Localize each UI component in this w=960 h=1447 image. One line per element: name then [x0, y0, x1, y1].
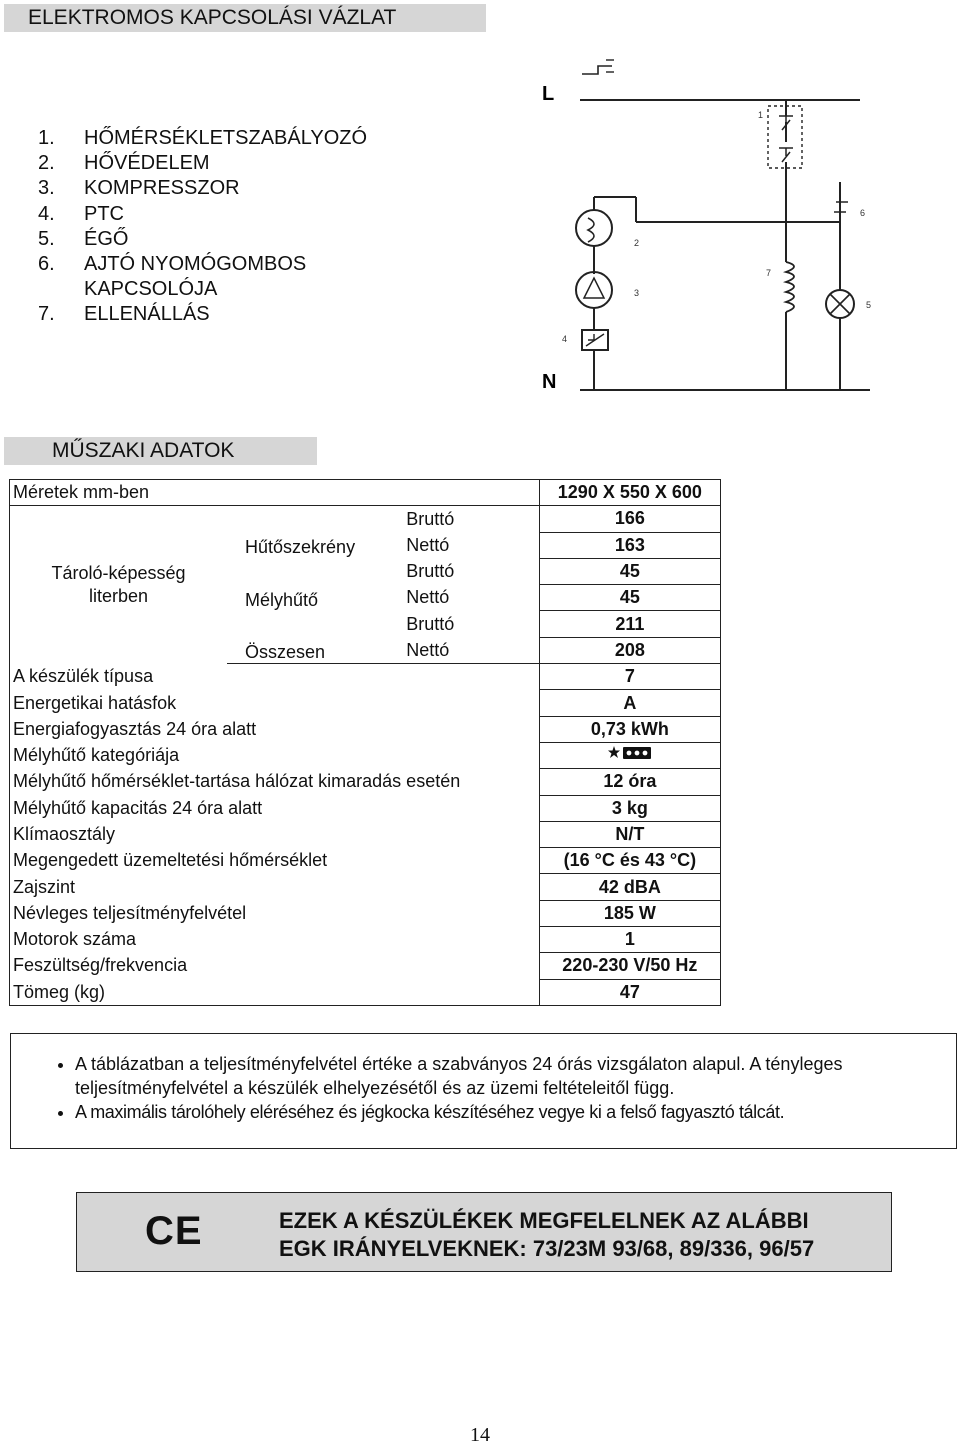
compliance-text: [279, 1207, 814, 1263]
spec-label: Mélyhűtő kategóriája: [10, 742, 540, 768]
spec-label: Motorok száma: [10, 927, 540, 953]
component-number: 2: [634, 238, 640, 248]
spec-table: [9, 479, 721, 1006]
spec-label: Mélyhűtő hőmérséklet-tartása hálózat kimaradás esetén: [10, 769, 540, 795]
thermal-protector-icon: [576, 210, 612, 246]
capacity-type: Bruttó: [406, 506, 539, 532]
capacity-type: Nettó: [406, 587, 450, 608]
spec-label: Energiafogyasztás 24 óra alatt: [10, 716, 540, 742]
compliance-line: EZEK A KÉSZÜLÉKEK MEGFELELNEK AZ ALÁBBI: [279, 1208, 809, 1233]
component-number: 3: [634, 288, 640, 298]
notes-box: [10, 1033, 957, 1149]
spec-value: 166: [539, 506, 720, 532]
legend-item: 2. HŐVÉDELEM: [38, 152, 210, 175]
wiring-diagram: [536, 52, 876, 397]
spec-value: 7: [539, 664, 720, 690]
compliance-box: [76, 1192, 892, 1272]
table-row: [10, 480, 721, 506]
spec-value: 47: [539, 979, 720, 1005]
spec-label: Méretek mm-ben: [10, 480, 540, 506]
capacity-type: Nettó: [406, 637, 539, 663]
spec-value: 1290 X 550 X 600: [539, 480, 720, 506]
component-number: 6: [860, 208, 866, 218]
spec-label: Feszültség/frekvencia: [10, 953, 540, 979]
table-row: [10, 979, 721, 1005]
component-number: 4: [562, 334, 568, 344]
legend-item: 4. PTC: [38, 202, 124, 225]
spec-value: (16 °C és 43 °C): [539, 848, 720, 874]
spec-value: 1: [539, 927, 720, 953]
table-row: [10, 769, 721, 795]
spec-value: [539, 742, 720, 768]
spec-label: Megengedett üzemeltetési hőmérséklet: [10, 848, 540, 874]
live-label: L: [542, 83, 555, 105]
table-row: [10, 848, 721, 874]
spec-value: 163: [539, 532, 720, 558]
legend-item: 7. ELLENÁLLÁS: [38, 303, 210, 326]
legend-item: 5. ÉGŐ: [38, 227, 129, 250]
wiring-title: ELEKTROMOS KAPCSOLÁSI VÁZLAT: [4, 4, 486, 32]
component-number: 1: [758, 110, 764, 120]
component-legend: [38, 126, 404, 328]
capacity-type: Nettó: [406, 534, 450, 555]
resistor-icon: [786, 262, 794, 312]
spec-value: 45: [539, 585, 720, 611]
spec-value: 211: [539, 611, 720, 637]
neutral-label: N: [542, 371, 557, 393]
legend-item: 1. HŐMÉRSÉKLETSZABÁLYOZÓ: [38, 127, 368, 149]
spec-value: 220-230 V/50 Hz: [539, 953, 720, 979]
plug-symbol: [582, 66, 612, 74]
table-row: [10, 874, 721, 900]
table-row: [10, 690, 721, 716]
capacity-label: Tároló-képesség literben: [10, 506, 228, 664]
spec-label: Energetikai hatásfok: [10, 690, 540, 716]
table-row: [10, 927, 721, 953]
spec-value: 12 óra: [539, 769, 720, 795]
ce-mark: CE: [145, 1209, 203, 1253]
tech-data-title: MŰSZAKI ADATOK: [4, 437, 317, 465]
spec-label: Névleges teljesítményfelvétel: [10, 900, 540, 926]
page-number: 14: [470, 1424, 490, 1446]
note-item: • A táblázatban a teljesítményfelvétel értéke a szabványos 24 órás vizsgálaton alapul. A tényleges teljesítményfelvétel a készülék elhelyezésétől és az üzemi feltételeitől függ.: [75, 1052, 936, 1100]
table-row: [10, 664, 721, 690]
spec-label: A készülék típusa: [10, 664, 540, 690]
capacity-type: Bruttó: [406, 561, 455, 582]
table-row: [10, 953, 721, 979]
spec-value: 42 dBA: [539, 874, 720, 900]
capacity-group: Mélyhűtő: [245, 589, 319, 610]
note-item: • A maximális tárolóhely eléréséhez és jégkocka készítéséhez vegye ki a felső fagyasztó tálcát.: [75, 1100, 936, 1124]
compliance-line: EGK IRÁNYELVEKNEK: 73/23M 93/68, 89/336, 96/57: [279, 1236, 815, 1261]
spec-value: 3 kg: [539, 795, 720, 821]
spec-value: 0,73 kWh: [539, 716, 720, 742]
spec-value: 45: [539, 558, 720, 584]
spec-label: Mélyhűtő kapacitás 24 óra alatt: [10, 795, 540, 821]
table-row: [10, 716, 721, 742]
table-row: [10, 506, 721, 532]
table-row: [10, 821, 721, 847]
table-row: [10, 900, 721, 926]
capacity-group: Összesen: [227, 611, 406, 664]
legend-item: 3. KOMPRESSZOR: [38, 177, 240, 200]
spec-label: Tömeg (kg): [10, 979, 540, 1005]
component-number: 7: [766, 268, 772, 278]
spec-value: A: [539, 690, 720, 716]
capacity-type: Bruttó: [406, 613, 455, 634]
table-row: [10, 742, 721, 768]
capacity-group: Hűtőszekrény: [227, 506, 406, 559]
spec-label: Klímaosztály: [10, 821, 540, 847]
table-row: [10, 795, 721, 821]
spec-value: 185 W: [539, 900, 720, 926]
spec-label: Zajszint: [10, 874, 540, 900]
legend-item: 6. AJTÓ NYOMÓGOMBOS KAPCSOLÓJA: [38, 253, 307, 301]
spec-value: 208: [539, 637, 720, 663]
freezer-4-star-icon: [607, 745, 653, 761]
component-number: 5: [866, 300, 872, 310]
spec-value: N/T: [539, 821, 720, 847]
